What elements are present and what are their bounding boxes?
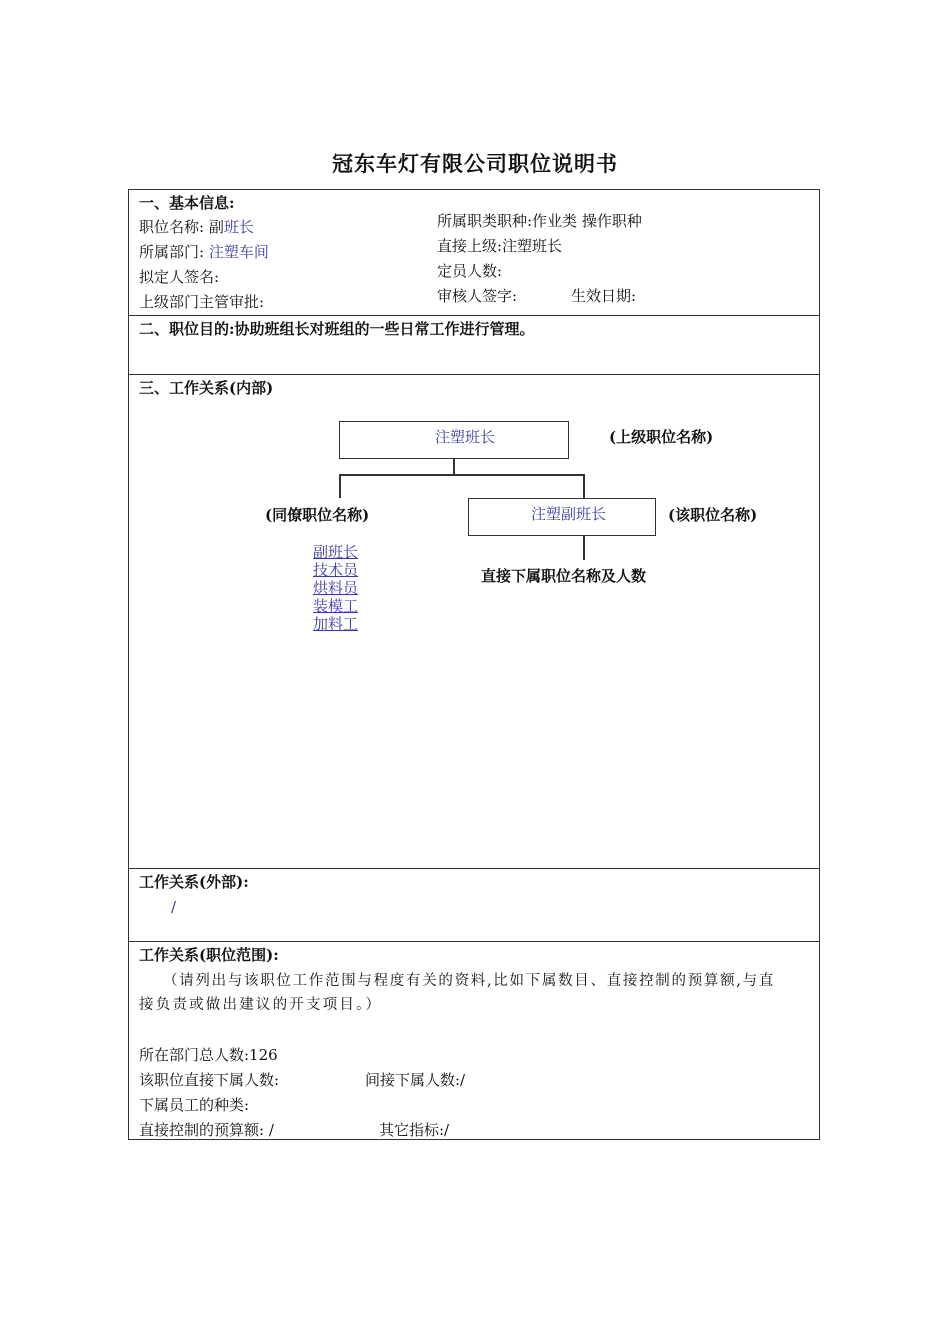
self-caption: (该职位名称) — [668, 506, 758, 524]
effective-date-field: 生效日期: — [571, 287, 637, 305]
scope-note-line2: 接负责或做出建议的开支项目。） — [139, 997, 383, 1013]
peer-item[interactable]: 副班长 — [313, 543, 359, 561]
connector-subordinate-drop — [583, 536, 585, 560]
scope-note-line1: （请列出与该职位工作范围与程度有关的资料,比如下属数目、直接控制的预算额,与直 — [163, 973, 776, 989]
purpose-text: 二、职位目的:协助班组长对班组的一些日常工作进行管理。 — [139, 320, 535, 338]
internal-relations-section — [129, 375, 819, 869]
internal-relations-heading: 三、工作关系(内部) — [139, 379, 274, 397]
self-position-name: 注塑副班长 — [531, 505, 607, 523]
position-name-value: 班长 — [223, 218, 254, 236]
peer-list — [313, 543, 378, 633]
connector-vertical-top — [453, 459, 455, 474]
budget-field: 直接控制的预算额: / — [139, 1121, 274, 1139]
reviewer-signature-field: 审核人签字: — [437, 287, 518, 305]
department-label: 所属部门: — [139, 243, 209, 261]
direct-subordinates-field: 该职位直接下属人数: — [139, 1071, 280, 1089]
subordinate-caption: 直接下属职位名称及人数 — [481, 567, 647, 585]
external-relations-section — [129, 869, 819, 942]
department-field — [139, 243, 269, 261]
other-indicators-field: 其它指标:/ — [379, 1121, 450, 1139]
dept-total-field: 所在部门总人数:126 — [139, 1046, 278, 1064]
superior-position-name: 注塑班长 — [435, 428, 496, 446]
peer-item[interactable]: 加料工 — [313, 615, 359, 633]
peer-item[interactable]: 技术员 — [313, 561, 359, 579]
document-title: 冠东车灯有限公司职位说明书 — [332, 152, 618, 176]
staff-types-field: 下属员工的种类: — [139, 1096, 250, 1114]
purpose-section — [129, 316, 819, 375]
external-relations-heading: 工作关系(外部): — [139, 873, 249, 891]
scope-heading: 工作关系(职位范围): — [139, 946, 279, 964]
direct-superior-field: 直接上级:注塑班长 — [437, 237, 563, 255]
peer-item[interactable]: 烘料员 — [313, 579, 359, 597]
superior-position-box — [339, 421, 569, 459]
department-value: 注塑车间 — [208, 243, 269, 261]
superior-approval-field: 上级部门主管审批: — [139, 293, 265, 311]
position-name-field — [139, 218, 254, 236]
scope-section — [129, 942, 819, 1139]
job-category-field: 所属职类职种:作业类 操作职种 — [437, 212, 642, 230]
basic-info-heading: 一、基本信息: — [139, 194, 235, 212]
basic-info-section — [129, 190, 819, 316]
headcount-field: 定员人数: — [437, 262, 503, 280]
connector-horizontal — [339, 474, 584, 476]
connector-peer-drop — [339, 474, 341, 498]
job-description-form — [128, 189, 820, 1140]
connector-self-drop — [583, 474, 585, 498]
peer-caption: (同僚职位名称) — [265, 506, 370, 524]
position-name-label: 职位名称: 副 — [139, 218, 224, 236]
peer-item[interactable]: 装模工 — [313, 597, 359, 615]
self-position-box — [468, 498, 656, 536]
external-relations-value: / — [171, 898, 177, 916]
indirect-subordinates-field: 间接下属人数:/ — [365, 1071, 466, 1089]
superior-caption: (上级职位名称) — [609, 428, 714, 446]
drafter-signature-field: 拟定人签名: — [139, 268, 220, 286]
